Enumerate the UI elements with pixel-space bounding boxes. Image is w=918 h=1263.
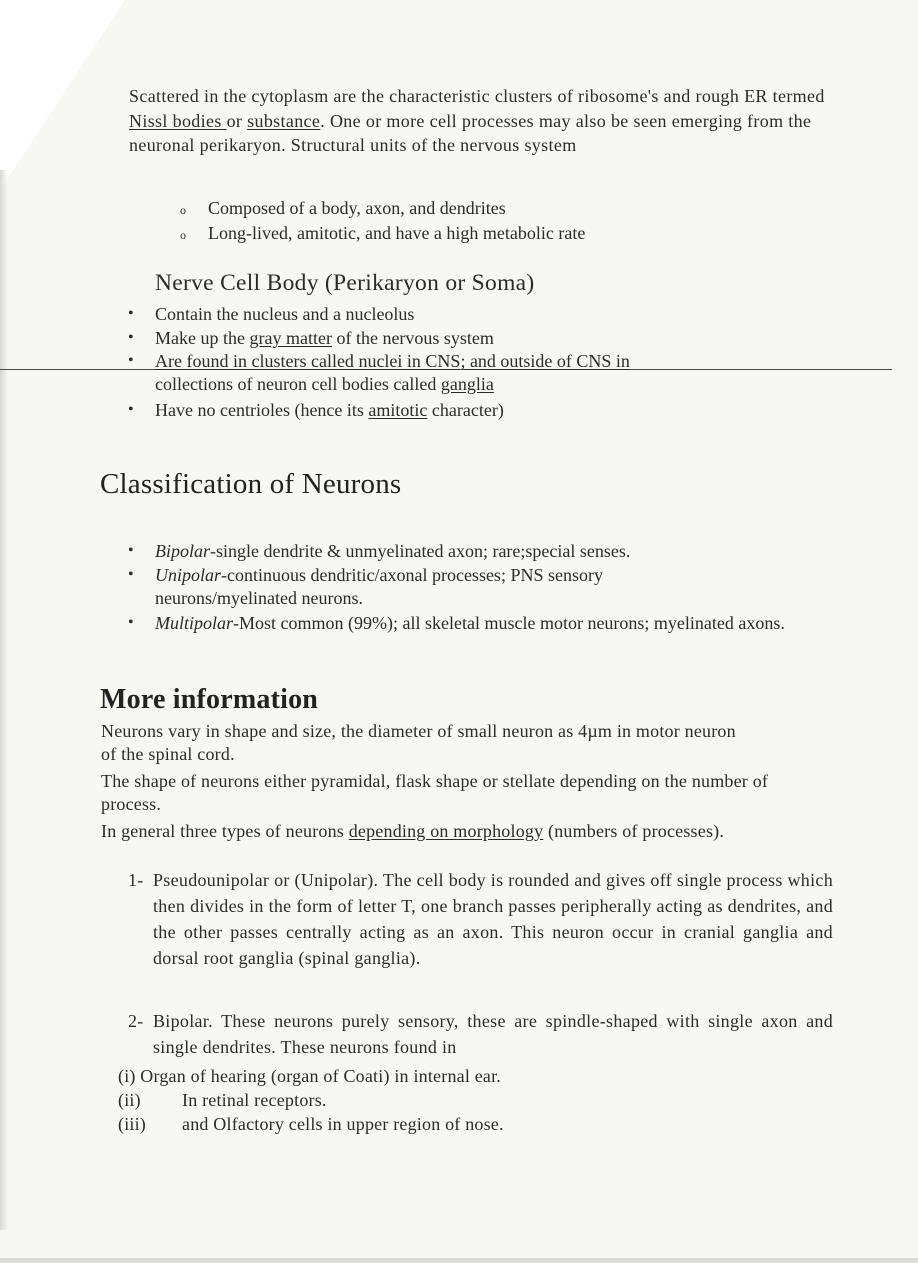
roman-list-item: (iii) and Olfactory cells in upper region of nose.	[118, 1114, 504, 1134]
bullet-icon: •	[128, 542, 134, 559]
nerve-cell-bullet: • Make up the gray matter of the nervous system	[128, 328, 494, 348]
roman-list-item: (ii) In retinal receptors.	[118, 1090, 327, 1110]
classification-item: • Multipolar-Most common (99%); all skeletal muscle motor neurons; myelinated axons.	[128, 613, 785, 633]
circle-marker-icon: o	[180, 203, 186, 217]
ganglia-term: ganglia	[440, 373, 494, 394]
page-edge-shadow	[0, 170, 8, 1230]
folded-corner	[0, 0, 125, 190]
numbered-item: 2- Bipolar. These neurons purely sensory, these are spindle-shaped with single axon and single dendrites. These neurons found in	[128, 1011, 833, 1057]
nerve-cell-bullet: • Are found in clusters called nuclei in CNS; and outside of CNS in collections of neuron cell bodies called ganglia	[128, 351, 630, 394]
nerve-cell-heading: Nerve Cell Body (Perikaryon or Soma)	[155, 270, 535, 296]
bullet-icon: •	[128, 329, 134, 346]
nuclei-term: nuclei	[358, 351, 403, 371]
bullet-icon: •	[128, 352, 134, 369]
classification-item: • Unipolar-continuous dendritic/axonal processes; PNS sensory neurons/myelinated neurons.	[128, 565, 603, 608]
more-info-paragraph-2: The shape of neurons either pyramidal, flask shape or stellate depending on the number of process.	[101, 771, 769, 814]
substance-term: substance	[247, 110, 321, 131]
nissl-bodies-term: Nissl bodies	[129, 110, 227, 131]
more-info-heading: More information	[100, 684, 319, 715]
classification-item: • Bipolar-single dendrite & unmyelinated axon; rare;special senses.	[128, 541, 631, 561]
classification-heading: Classification of Neurons	[100, 468, 402, 500]
gray-matter-term: gray matter	[249, 328, 332, 348]
page-bottom-edge	[0, 1258, 918, 1263]
numbered-item: 1- Pseudounipolar or (Unipolar). The cell body is rounded and gives off single process which then divides in the form of letter T, one branch passes peripherally acting as dendrites, and the other passes centrally acting as an axon. This neuron occur in cranial ganglia and dorsal root ganglia (spinal ganglia).	[128, 870, 833, 968]
roman-list-item: (i) Organ of hearing (organ of Coati) in internal ear.	[118, 1066, 502, 1086]
bullet-icon: •	[128, 305, 134, 322]
sub-list-item: o Long-lived, amitotic, and have a high metabolic rate	[180, 221, 585, 247]
more-info-paragraph-1: Neurons vary in shape and size, the diameter of small neuron as 4µm in motor neuron of the spinal cord.	[101, 721, 736, 764]
circle-marker-icon: o	[180, 228, 186, 242]
bullet-icon: •	[128, 566, 134, 583]
more-info-paragraph-3: In general three types of neurons depending on morphology (numbers of processes).	[101, 821, 725, 841]
amitotic-term: amitotic	[368, 400, 428, 420]
nerve-cell-bullet: • Have no centrioles (hence its amitotic character)	[128, 400, 504, 420]
sub-list-item: o Composed of a body, axon, and dendrites	[180, 196, 506, 222]
nerve-cell-bullet: • Contain the nucleus and a nucleolus	[128, 304, 415, 324]
morphology-term: depending on morphology	[348, 821, 544, 841]
bullet-icon: •	[128, 401, 134, 418]
bullet-icon: •	[128, 614, 134, 631]
intro-paragraph: Scattered in the cytoplasm are the characteristic clusters of ribosome's and rough ER termed Nissl bodies or substance. One or more cell processes may also be seen emerging from the neuronal perikaryon. Structural units of the nervous system	[129, 86, 825, 155]
